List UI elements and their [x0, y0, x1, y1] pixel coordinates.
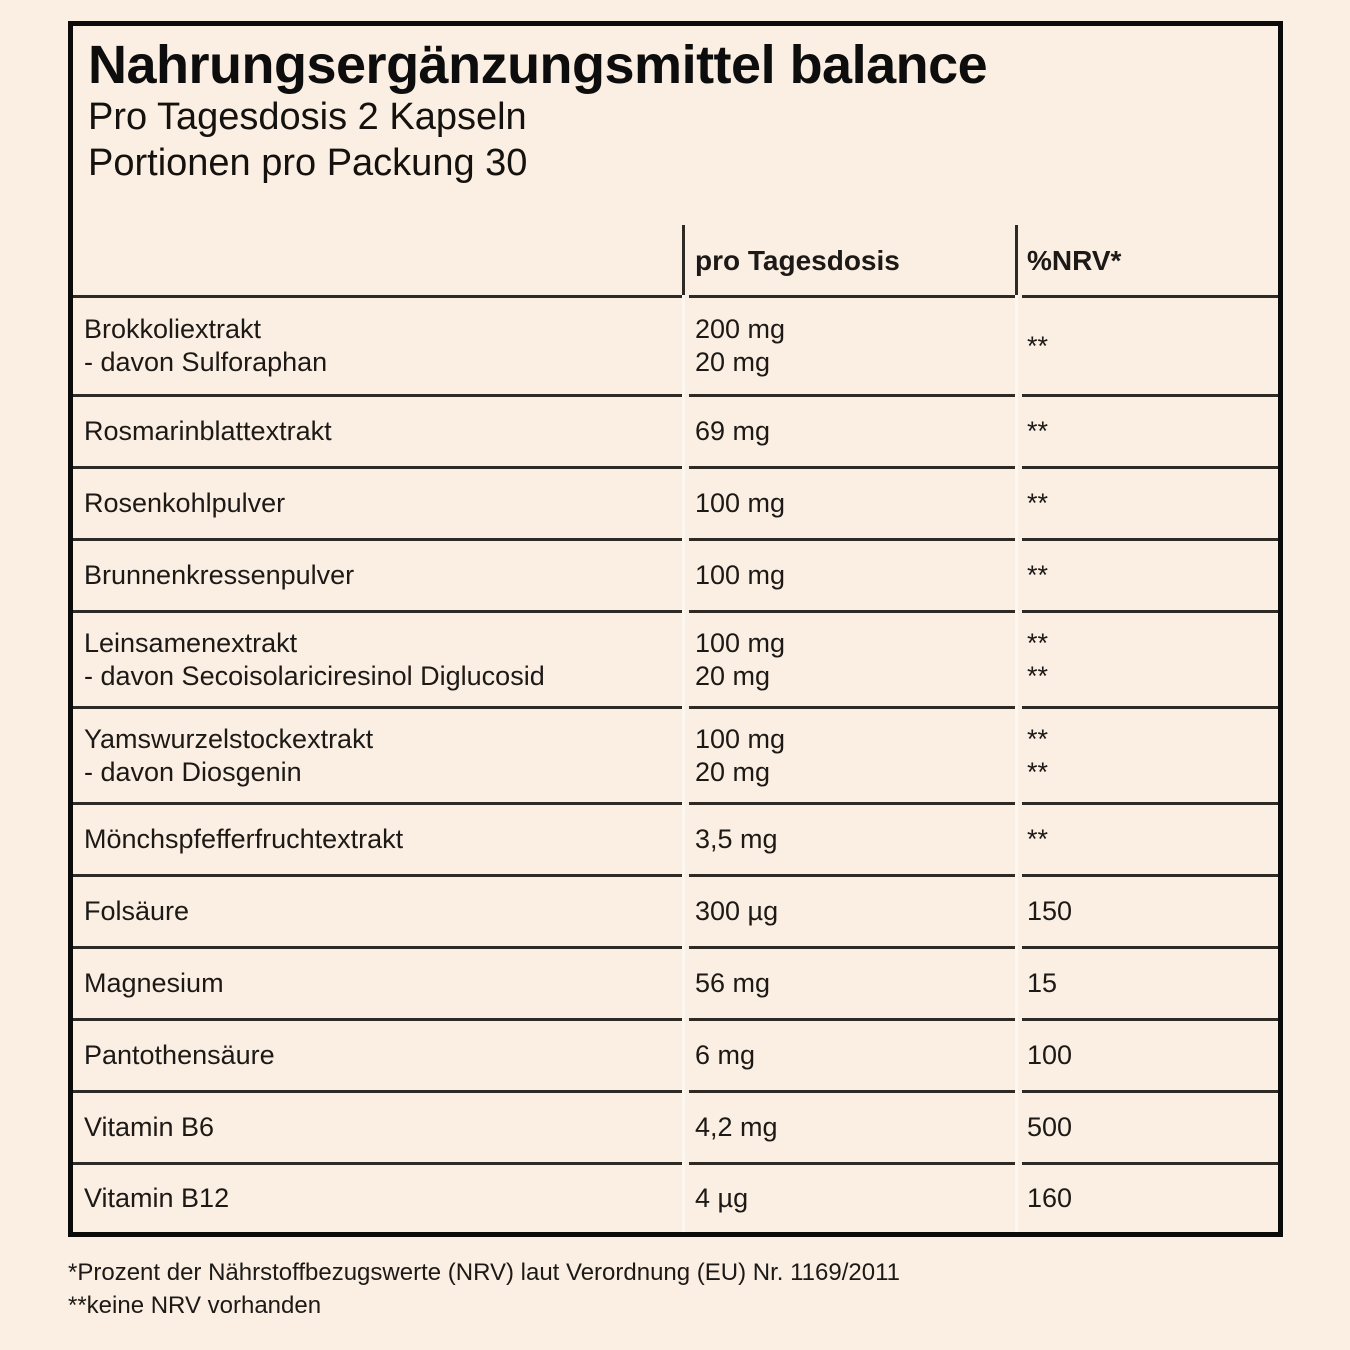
table-row — [73, 1162, 1278, 1232]
nrv-value: ** — [1027, 723, 1049, 754]
table-row — [73, 946, 1278, 1018]
nrv-cell — [1022, 1018, 1278, 1090]
amount-cell — [689, 946, 1015, 1018]
table-row — [73, 1090, 1278, 1162]
nutrition-table — [73, 225, 1278, 1232]
nrv-cell — [1022, 874, 1278, 946]
amount-value: 100 mg — [695, 488, 786, 518]
table-row — [73, 610, 1278, 706]
nrv-value: 150 — [1027, 896, 1073, 926]
amount-value: 4,2 mg — [695, 1112, 778, 1142]
amount-value: 200 mg — [695, 314, 786, 344]
ingredient-cell — [73, 706, 682, 802]
ingredient-subline: - davon Diosgenin — [84, 756, 302, 787]
nrv-cell — [1022, 946, 1278, 1018]
ingredient-cell — [73, 1018, 682, 1090]
nrv-value: ** — [1027, 488, 1049, 518]
amount-cell — [689, 1090, 1015, 1162]
table-row — [73, 538, 1278, 610]
ingredient-cell — [73, 1090, 682, 1162]
nrv-cell — [1022, 610, 1278, 706]
nrv-value: 500 — [1027, 1112, 1073, 1142]
ingredient-cell — [73, 874, 682, 946]
nrv-cell — [1022, 1162, 1278, 1232]
ingredient-name: Yamswurzelstockextrakt — [84, 723, 374, 754]
amount-value: 300 µg — [695, 896, 779, 926]
nrv-value: ** — [1027, 824, 1049, 854]
amount-cell — [689, 802, 1015, 874]
nrv-cell — [1022, 802, 1278, 874]
table-row — [73, 802, 1278, 874]
title-block — [73, 26, 1278, 225]
ingredient-subline: - davon Secoisolariciresinol Diglucosid — [84, 660, 545, 691]
footnote-nrv-definition: *Prozent der Nährstoffbezugswerte (NRV) laut Verordnung (EU) Nr. 1169/2011 — [68, 1259, 900, 1286]
nrv-header-cell — [1022, 225, 1278, 295]
amount-value: 3,5 mg — [695, 824, 778, 854]
amount-value: 4 µg — [695, 1183, 749, 1213]
amount-value: 69 mg — [695, 416, 771, 446]
nrv-value: ** — [1027, 560, 1049, 590]
amount-cell — [689, 1018, 1015, 1090]
ingredient-cell — [73, 538, 682, 610]
nrv-value: ** — [1027, 330, 1049, 361]
header-spacer-cell — [73, 225, 682, 295]
amount-cell — [689, 466, 1015, 538]
nrv-value: 160 — [1027, 1183, 1073, 1213]
serving-size-line: Pro Tagesdosis 2 Kapseln — [88, 96, 527, 138]
ingredient-name: Pantothensäure — [84, 1040, 275, 1070]
table-row — [73, 466, 1278, 538]
table-row — [73, 394, 1278, 466]
ingredient-name: Rosmarinblattextrakt — [84, 416, 332, 446]
amount-value: 100 mg — [695, 723, 786, 754]
ingredient-cell — [73, 295, 682, 394]
amount-cell — [689, 295, 1015, 394]
supplement-facts-panel — [68, 21, 1283, 1237]
nrv-cell — [1022, 295, 1278, 394]
amount-cell — [689, 538, 1015, 610]
ingredient-name: Rosenkohlpulver — [84, 488, 286, 518]
amount-cell — [689, 610, 1015, 706]
ingredient-cell — [73, 466, 682, 538]
amount-value: 100 mg — [695, 627, 786, 658]
table-row — [73, 874, 1278, 946]
ingredient-cell — [73, 946, 682, 1018]
nrv-value: 15 — [1027, 968, 1058, 998]
amount-value: 6 mg — [695, 1040, 756, 1070]
table-header-row — [73, 225, 1278, 295]
nrv-cell — [1022, 394, 1278, 466]
amount-cell — [689, 874, 1015, 946]
ingredient-name: Mönchspfefferfruchtextrakt — [84, 824, 404, 854]
nrv-cell — [1022, 1090, 1278, 1162]
footnote-no-nrv: **keine NRV vorhanden — [68, 1292, 322, 1319]
nrv-subvalue: ** — [1027, 756, 1049, 787]
ingredient-name: Vitamin B6 — [84, 1112, 215, 1142]
table-row — [73, 706, 1278, 802]
footnotes — [68, 1256, 900, 1322]
amount-header-cell — [689, 225, 1015, 295]
nrv-value: 100 — [1027, 1040, 1073, 1070]
ingredient-name: Leinsamenextrakt — [84, 627, 298, 658]
ingredient-cell — [73, 610, 682, 706]
ingredient-name: Brunnenkressenpulver — [84, 560, 355, 590]
ingredient-name: Brokkoliextrakt — [84, 314, 262, 344]
amount-subvalue: 20 mg — [695, 660, 771, 691]
ingredient-cell — [73, 394, 682, 466]
amount-cell — [689, 394, 1015, 466]
amount-cell — [689, 706, 1015, 802]
amount-value: 56 mg — [695, 968, 771, 998]
column-header-amount: pro Tagesdosis — [695, 244, 900, 276]
table-row — [73, 1018, 1278, 1090]
table-row — [73, 295, 1278, 394]
amount-value: 100 mg — [695, 560, 786, 590]
ingredient-cell — [73, 1162, 682, 1232]
ingredient-name: Folsäure — [84, 896, 190, 926]
ingredient-subline: - davon Sulforaphan — [84, 347, 328, 377]
amount-subvalue: 20 mg — [695, 756, 771, 787]
ingredient-cell — [73, 802, 682, 874]
nrv-cell — [1022, 706, 1278, 802]
column-header-nrv: %NRV* — [1027, 244, 1122, 276]
nrv-value: ** — [1027, 416, 1049, 446]
amount-cell — [689, 1162, 1015, 1232]
ingredient-name: Vitamin B12 — [84, 1183, 230, 1213]
nrv-cell — [1022, 466, 1278, 538]
amount-subvalue: 20 mg — [695, 347, 771, 377]
nrv-subvalue: ** — [1027, 660, 1049, 691]
product-title: Nahrungsergänzungsmittel balance — [88, 35, 988, 95]
servings-per-pack-line: Portionen pro Packung 30 — [88, 142, 528, 184]
nrv-value: ** — [1027, 627, 1049, 658]
ingredient-name: Magnesium — [84, 968, 224, 998]
nrv-cell — [1022, 538, 1278, 610]
